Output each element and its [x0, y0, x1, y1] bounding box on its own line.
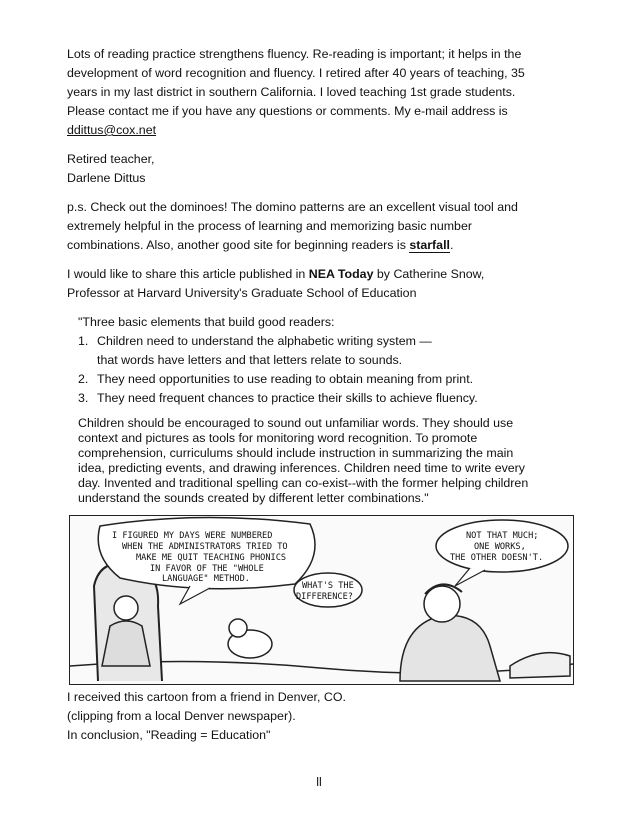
ps-line3-prefix: combinations. Also, another good site for beginning readers is: [67, 238, 410, 252]
para1-line1: Lots of reading practice strengthens fluency. Re-reading is important; it helps in the: [67, 47, 522, 61]
para1-line4: Please contact me if you have any questions or comments. My e-mail address is: [67, 104, 508, 118]
list-number-3: 3.: [78, 391, 89, 405]
email-link[interactable]: ddittus@cox.net: [67, 123, 157, 137]
page-number: ll: [316, 775, 322, 789]
quote-p2-line2: context and pictures as tools for monitoring word recognition. To promote: [78, 431, 478, 445]
starfall-link[interactable]: starfall: [409, 238, 450, 252]
share-suffix: by Catherine Snow,: [373, 267, 485, 281]
list-item-1-line1: Children need to understand the alphabetic writing system —: [97, 334, 432, 348]
ps-line2: extremely helpful in the process of learning and memorizing basic number: [67, 219, 472, 233]
cartoon-image: [69, 515, 574, 685]
quote-p2-line4: idea, predicting events, and drawing inferences. Children need time to write every: [78, 461, 525, 475]
bubble3-line1: NOT THAT MUCH;: [466, 531, 539, 541]
list-number-1: 1.: [78, 334, 89, 348]
share-prefix: I would like to share this article published in: [67, 267, 309, 281]
nea-today: NEA Today: [308, 267, 374, 281]
share-line2: Professor at Harvard University's Graduate School of Education: [67, 286, 417, 300]
para1-line3: years in my last district in southern California. I loved teaching 1st grade students.: [67, 85, 516, 99]
list-number-2: 2.: [78, 372, 89, 386]
quote-p2-line3: comprehension, curriculums should include instruction in summarizing the main: [78, 446, 514, 460]
bubble3-line2: ONE WORKS,: [474, 542, 526, 552]
bubble1-line4: IN FAVOR OF THE "WHOLE: [150, 564, 264, 574]
quote-p2-line1: Children should be encouraged to sound out unfamiliar words. They should use: [78, 416, 514, 430]
list-item-2: They need opportunities to use reading to obtain meaning from print.: [97, 372, 474, 386]
share-line1: [67, 266, 484, 282]
bubble1-line5: LANGUAGE" METHOD.: [162, 574, 250, 584]
para1-line2: development of word recognition and fluency. I retired after 40 years of teaching, 35: [67, 66, 525, 80]
cartoon-drawing: [70, 516, 573, 684]
closing-line1: I received this cartoon from a friend in Denver, CO.: [67, 690, 346, 704]
closing-line3: In conclusion, "Reading = Education": [67, 728, 271, 742]
bubble1-line1: I FIGURED MY DAYS WERE NUMBERED: [112, 531, 273, 541]
ps-line3: [67, 237, 453, 253]
signature-title: Retired teacher,: [67, 152, 155, 166]
bubble2-line2: DIFFERENCE?: [296, 592, 353, 602]
closing-line2: (clipping from a local Denver newspaper).: [67, 709, 296, 723]
list-item-1-line2: that words have letters and that letters relate to sounds.: [97, 353, 403, 367]
bubble2-line1: WHAT'S THE: [302, 581, 354, 591]
list-item-3: They need frequent chances to practice their skills to achieve fluency.: [97, 391, 478, 405]
signature-name: Darlene Dittus: [67, 171, 146, 185]
ps-line3-suffix: .: [449, 238, 454, 252]
quote-p2-line6: understand the sounds created by different letter combinations.": [78, 491, 429, 505]
ps-line1: p.s. Check out the dominoes! The domino patterns are an excellent visual tool and: [67, 200, 518, 214]
bubble3-line3: THE OTHER DOESN'T.: [450, 553, 544, 563]
quote-p2-line5: day. Invented and traditional spelling can co-exist--with the former helping children: [78, 476, 529, 490]
quote-intro: "Three basic elements that build good readers:: [78, 315, 335, 329]
bubble1-line2: WHEN THE ADMINISTRATORS TRIED TO: [122, 542, 288, 552]
email-line: [67, 122, 156, 138]
bubble1-line3: MAKE ME QUIT TEACHING PHONICS: [136, 553, 287, 563]
